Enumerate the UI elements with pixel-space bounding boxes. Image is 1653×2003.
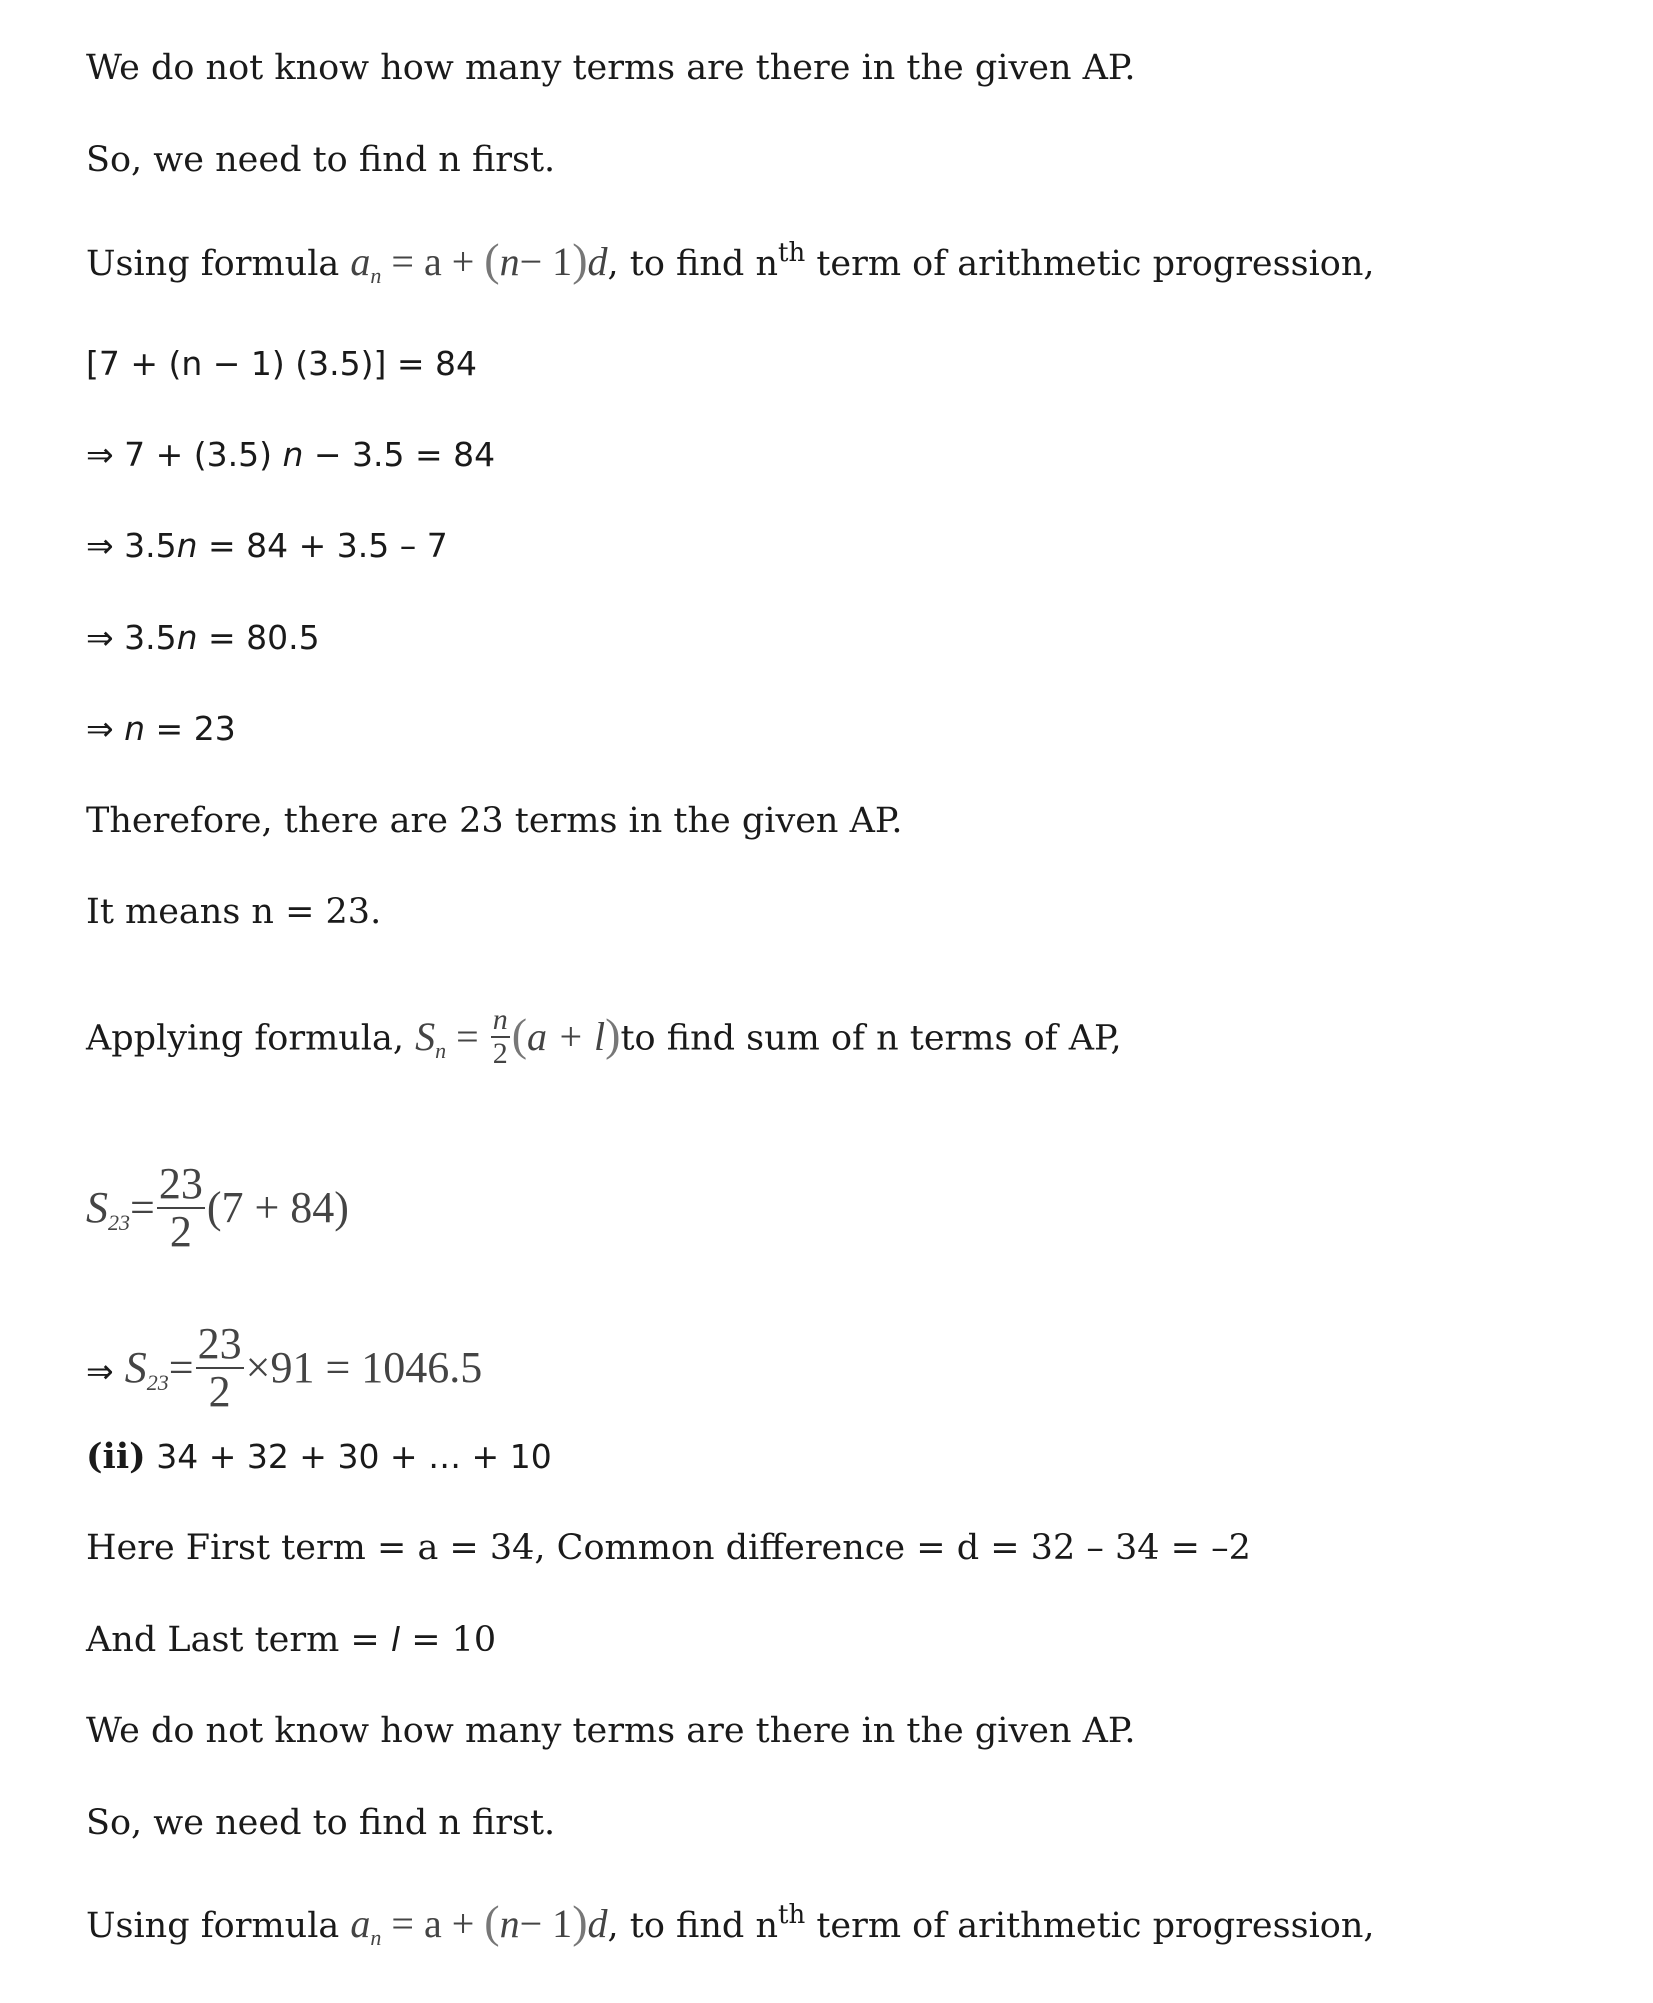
line-text: It means n = 23.	[86, 892, 382, 932]
fraction-n-over-2: $\frac{n}{2}$	[492, 1003, 508, 1070]
line-text: So, we need to find n first.	[86, 1803, 556, 1843]
equation-text: [7 + (n − 1) (3.5)] = 84	[86, 344, 478, 383]
question-heading	[86, 1435, 552, 1479]
s23-expression: $S_{23}=$ $\frac{23}{2}$ (7 + 84)	[86, 1159, 349, 1257]
s23-result-expression: $S_{23}=$ $\frac{23}{2}$ ×91 = 1046.5	[124, 1319, 483, 1417]
line-text: Therefore, there are 23 terms in the given AP.	[86, 801, 903, 841]
equation-line	[86, 342, 477, 386]
fraction-23-over-2: $\frac{23}{2}$	[158, 1159, 203, 1257]
text-line	[86, 1709, 1136, 1753]
equation-line: ⇒ 3.5n = 84 + 3.5 – 7	[86, 526, 448, 565]
nth-term-formula: $a_n = a + (n- 1)d$	[350, 234, 608, 288]
equation-line: ⇒ n = 23	[86, 709, 236, 748]
line-text: Applying formula,	[86, 1018, 404, 1059]
equation-line: ⇒ 3.5n = 80.5	[86, 618, 320, 657]
text-line	[86, 1801, 555, 1845]
equation-line: ⇒ 7 + (3.5) n − 3.5 = 84	[86, 435, 496, 474]
text-line	[86, 890, 381, 934]
text-line	[86, 799, 902, 843]
nth-term-formula: $a_n = a + (n- 1)d$	[350, 1896, 608, 1950]
line-text: Using formula	[86, 244, 340, 284]
question-label: (ii)	[86, 1436, 146, 1477]
text-line	[86, 1526, 1251, 1570]
text-line: And Last term = l = 10	[86, 1620, 497, 1660]
formula-line-s23	[86, 1159, 349, 1259]
line-text: So, we need to find n first.	[86, 140, 556, 180]
formula-line-nth-term: Using formula $a_n = a + (n- 1)d$, to find $n^{th}$ term of arithmetic progression,	[86, 234, 1375, 288]
line-text: We do not know how many terms are there in the given AP.	[86, 48, 1136, 88]
text-line	[86, 46, 1136, 90]
sum-formula: $S_n$ = $\frac{n}{2}$ (a + l)	[415, 1003, 621, 1070]
formula-line-sum: Applying formula, $S_n$ = $\frac{n}{2}$ (a + l)to find sum of n terms of AP,	[86, 1003, 1122, 1070]
formula-line-nth-term: Using formula $a_n = a + (n- 1)d$, to find $n^{th}$ term of arithmetic progression,	[86, 1896, 1375, 1950]
question-series: 34 + 32 + 30 + … + 10	[145, 1437, 552, 1476]
line-text: Here First term = a = 34, Common difference = d = 32 – 34 = –2	[86, 1528, 1251, 1568]
implies-arrow: ⇒	[86, 1351, 114, 1391]
formula-line-s23-result	[86, 1319, 483, 1419]
text-line	[86, 138, 555, 182]
fraction-23-over-2: $\frac{23}{2}$	[197, 1319, 242, 1417]
line-text: Using formula	[86, 1906, 340, 1946]
line-text: We do not know how many terms are there in the given AP.	[86, 1711, 1136, 1751]
